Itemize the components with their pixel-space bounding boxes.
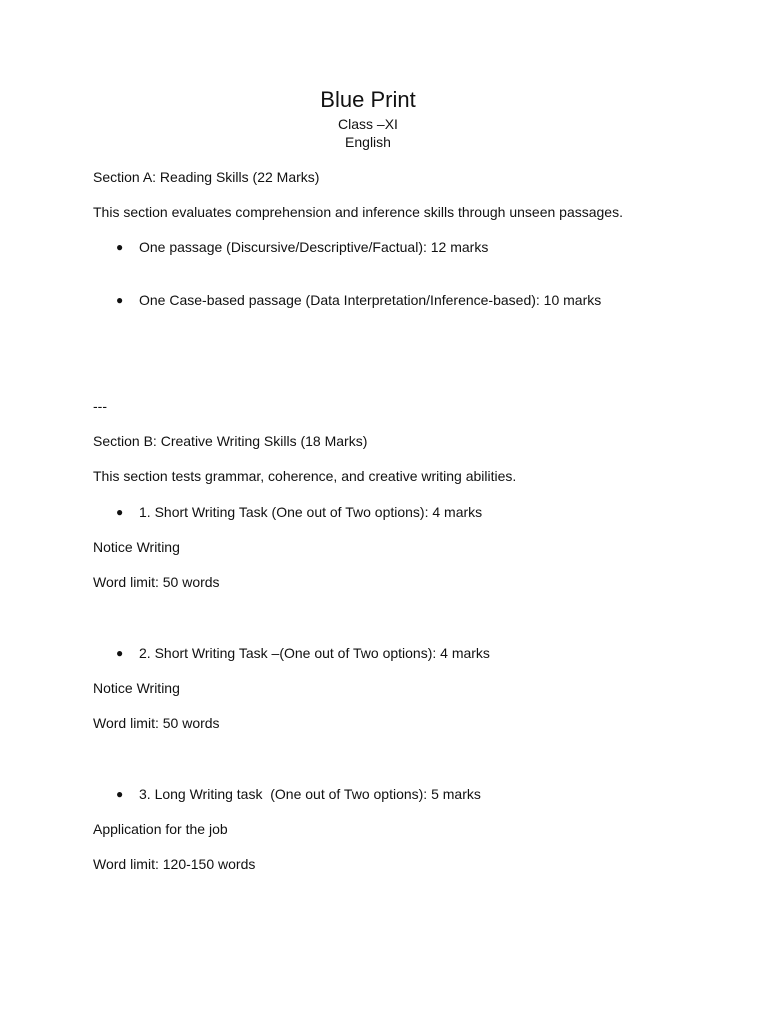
- task-3-word-limit: Word limit: 120-150 words: [93, 856, 256, 872]
- task-2-word-limit: Word limit: 50 words: [93, 715, 220, 731]
- bullet-icon: ●: [116, 240, 124, 254]
- list-item: [116, 644, 490, 662]
- document-title: Blue Print: [320, 87, 416, 112]
- task-1-title: 1. Short Writing Task (One out of Two options): 4 marks: [139, 504, 483, 520]
- task-1-type: Notice Writing: [93, 539, 180, 555]
- bullet-icon: ●: [116, 787, 124, 801]
- bullet-icon: ●: [116, 293, 124, 307]
- section-separator: ---: [93, 398, 107, 414]
- section-a-heading: Section A: Reading Skills (22 Marks): [93, 169, 320, 185]
- list-item: [116, 503, 482, 521]
- subject-line: English: [345, 134, 391, 150]
- section-a-item-1: One passage (Discursive/Descriptive/Factual): 12 marks: [139, 239, 489, 255]
- task-3-type: Application for the job: [93, 821, 228, 837]
- task-1-word-limit: Word limit: 50 words: [93, 574, 220, 590]
- section-a-item-2: One Case-based passage (Data Interpretation/Inference-based): 10 marks: [139, 292, 602, 308]
- bullet-icon: ●: [116, 505, 124, 519]
- task-3-title: 3. Long Writing task (One out of Two options): 5 marks: [139, 786, 481, 802]
- section-a-description: This section evaluates comprehension and inference skills through unseen passages.: [93, 204, 623, 220]
- section-b-heading: Section B: Creative Writing Skills (18 Marks): [93, 433, 368, 449]
- section-b-description: This section tests grammar, coherence, and creative writing abilities.: [93, 468, 517, 484]
- list-item: [116, 238, 488, 256]
- list-item: [116, 291, 601, 309]
- list-item: [116, 785, 481, 803]
- task-2-type: Notice Writing: [93, 680, 180, 696]
- class-line: Class –XI: [338, 116, 398, 132]
- bullet-icon: ●: [116, 646, 124, 660]
- task-2-title: 2. Short Writing Task –(One out of Two options): 4 marks: [139, 645, 490, 661]
